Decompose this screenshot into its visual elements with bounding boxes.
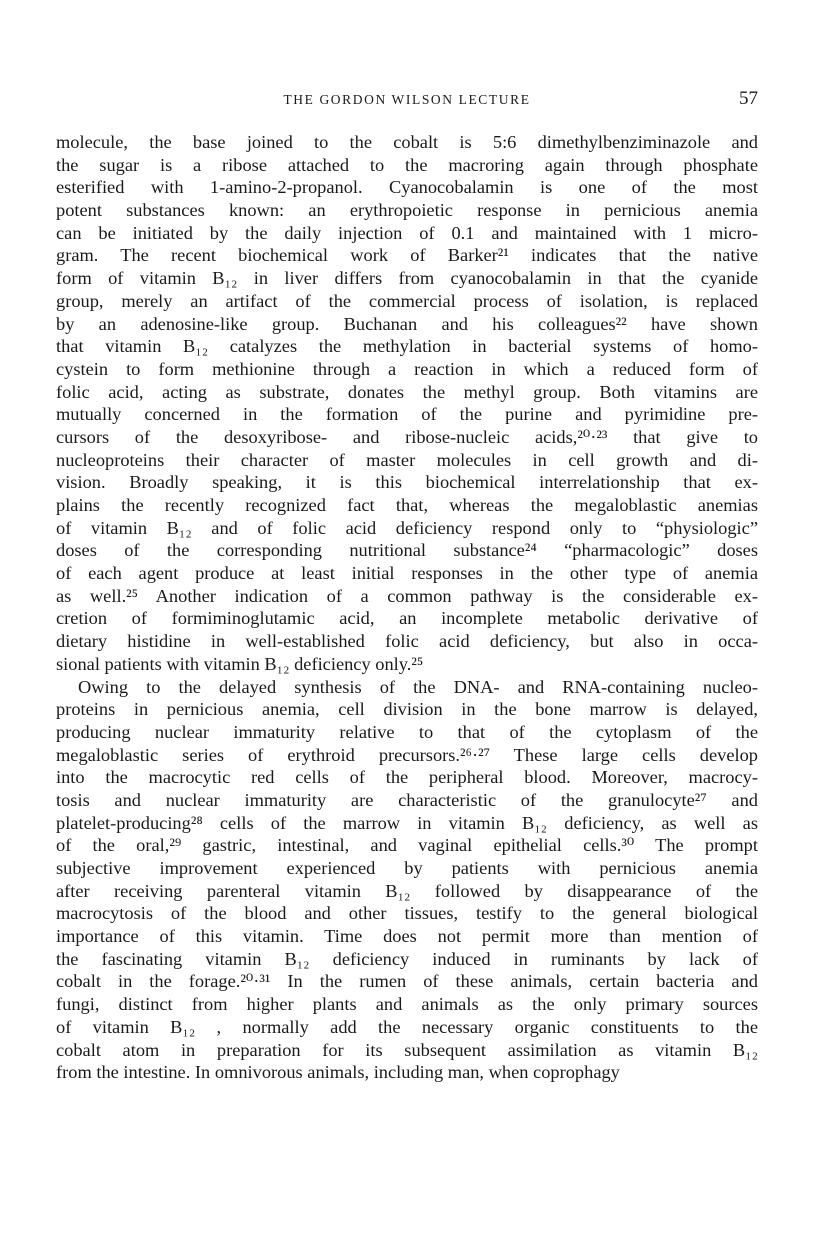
text-line: potent substances known: an erythropoietic response in pernicious anemia: [56, 200, 758, 221]
text-line: proteins in pernicious anemia, cell division in the bone marrow is delayed,: [56, 699, 758, 720]
text-line: vision. Broadly speaking, it is this biochemical interrelationship that ex-: [56, 472, 758, 493]
text-line: cobalt atom in preparation for its subsequent assimilation as vitamin B₁₂: [56, 1039, 758, 1060]
text-line: of vitamin B₁₂ and of folic acid deficiency respond only to “physiologic”: [56, 517, 758, 538]
text-line: the sugar is a ribose attached to the macroring again through phosphate: [56, 154, 758, 175]
text-line: form of vitamin B₁₂ in liver differs from cyanocobalamin in that the cyanide: [56, 268, 758, 289]
text-line: Owing to the delayed synthesis of the DNA- and RNA-containing nucleo-: [78, 676, 758, 697]
text-line: from the intestine. In omnivorous animals, including man, when coprophagy: [56, 1062, 620, 1083]
text-line: producing nuclear immaturity relative to that of the cytoplasm of the: [56, 721, 758, 742]
text-line: gram. The recent biochemical work of Barker²¹ indicates that the native: [56, 245, 758, 266]
text-line: that vitamin B₁₂ catalyzes the methylation in bacterial systems of homo-: [56, 336, 758, 357]
text-line: esterified with 1-amino-2-propanol. Cyanocobalamin is one of the most: [56, 177, 758, 198]
text-line: fungi, distinct from higher plants and animals as the only primary sources: [56, 994, 758, 1015]
text-line: molecule, the base joined to the cobalt is 5:6 dimethylbenziminazole and: [56, 132, 758, 152]
text-line: of vitamin B₁₂ , normally add the necessary organic constituents to the: [56, 1016, 758, 1037]
text-line: subjective improvement experienced by patients with pernicious anemia: [56, 858, 758, 878]
text-line: sional patients with vitamin B₁₂ deficiency only.²⁵: [56, 653, 424, 674]
running-title: THE GORDON WILSON LECTURE: [283, 92, 531, 107]
text-line: macrocytosis of the blood and other tissues, testify to the general biological: [56, 903, 758, 924]
paragraph: [56, 131, 758, 676]
text-line: cursors of the desoxyribose- and ribose-nucleic acids,²⁰·²³ that give to: [56, 426, 758, 447]
text-line: tosis and nuclear immaturity are characteristic of the granulocyte²⁷ and: [56, 789, 758, 810]
text-line: into the macrocytic red cells of the peripheral blood. Moreover, macrocy-: [56, 767, 758, 788]
text-line: folic acid, acting as substrate, donates the methyl group. Both vitamins are: [56, 381, 758, 402]
text-line: after receiving parenteral vitamin B₁₂ followed by disappearance of the: [56, 880, 758, 901]
text-line: can be initiated by the daily injection of 0.1 and maintained with 1 micro-: [56, 222, 758, 243]
text-line: cobalt in the forage.²⁰·³¹ In the rumen of these animals, certain bacteria and: [56, 971, 758, 992]
text-line: by an adenosine-like group. Buchanan and his colleagues²² have shown: [56, 313, 758, 334]
text-line: the fascinating vitamin B₁₂ deficiency induced in ruminants by lack of: [56, 948, 758, 969]
text-line: importance of this vitamin. Time does not permit more than mention of: [56, 926, 758, 947]
text-line: doses of the corresponding nutritional substance²⁴ “pharmacologic” doses: [56, 540, 758, 561]
text-line: of the oral,²⁹ gastric, intestinal, and vaginal epithelial cells.³⁰ The prompt: [56, 835, 758, 856]
page-header: [56, 88, 758, 114]
text-line: dietary histidine in well-established folic acid deficiency, but also in occa-: [56, 631, 758, 652]
text-line: cretion of formiminoglutamic acid, an incomplete metabolic derivative of: [56, 608, 758, 629]
text-line: platelet-producing²⁸ cells of the marrow in vitamin B₁₂ deficiency, as well as: [56, 812, 758, 833]
text-line: of each agent produce at least initial responses in the other type of anemia: [56, 563, 758, 584]
text-line: mutually concerned in the formation of the purine and pyrimidine pre-: [56, 404, 758, 425]
page-number: 57: [739, 88, 758, 109]
text-line: cystein to form methionine through a reaction in which a reduced form of: [56, 358, 758, 379]
text-line: megaloblastic series of erythroid precursors.²⁶·²⁷ These large cells develop: [56, 744, 758, 765]
paragraph: [56, 676, 758, 1084]
text-line: as well.²⁵ Another indication of a common pathway is the considerable ex-: [56, 585, 758, 606]
text-line: group, merely an artifact of the commercial process of isolation, is replaced: [56, 290, 758, 311]
text-line: plains the recently recognized fact that, whereas the megaloblastic anemias: [56, 495, 758, 515]
text-line: nucleoproteins their character of master molecules in cell growth and di-: [56, 449, 758, 470]
body-text: [56, 131, 758, 1084]
